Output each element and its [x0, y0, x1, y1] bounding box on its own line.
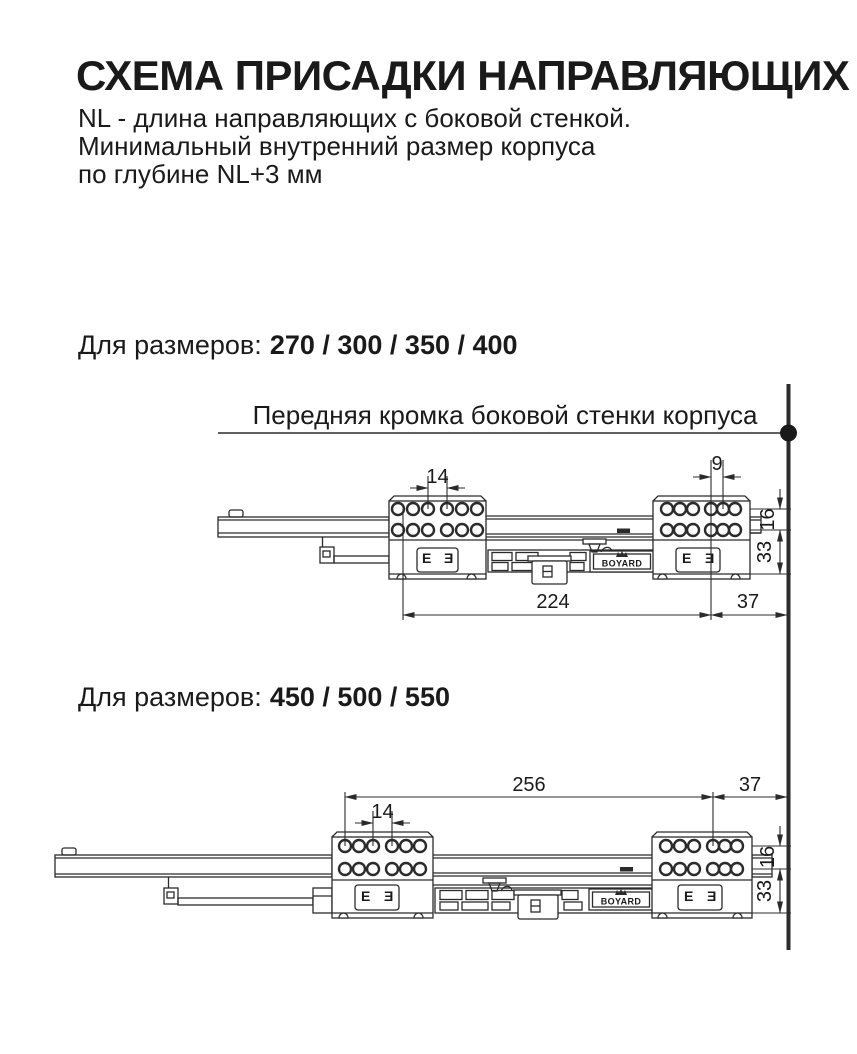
clip-lever-glyph: Е [422, 550, 432, 566]
reference-edge-label: Передняя кромка боковой стенки корпуса [252, 400, 758, 430]
drawer-rail [218, 510, 389, 537]
reference-dot [780, 425, 797, 442]
bracket-foot [339, 913, 348, 918]
dim-33: 33 [754, 540, 776, 564]
diagram-large-sizes [55, 774, 791, 919]
dim-256: 256 [512, 774, 546, 796]
bracket-foot [467, 574, 476, 579]
description-line: Минимальный внутренний размер корпуса [78, 131, 596, 161]
rail-end-hook [229, 510, 243, 517]
latch-box [514, 890, 561, 919]
bracket-foot [414, 913, 423, 918]
section-sizes: 450 / 500 / 550 [269, 682, 450, 712]
clip-lever-glyph: Е [682, 550, 692, 566]
dim-224: 224 [536, 591, 570, 613]
dim-14: 14 [426, 466, 449, 488]
lower-rail [320, 537, 389, 563]
mount-bracket-right [652, 832, 752, 918]
dim-9: 9 [711, 453, 723, 475]
bracket-foot [658, 913, 667, 918]
bracket-foot [733, 913, 742, 918]
section-prefix: Для размеров: [78, 330, 262, 360]
description-line: NL - длина направляющих с боковой стенкой. [78, 103, 631, 133]
dim-16: 16 [757, 845, 779, 869]
mount-bracket-left [332, 832, 433, 918]
drawer-rail [55, 848, 332, 877]
brand-label: BOYARD [601, 558, 643, 569]
bracket-foot [397, 574, 406, 579]
clip-lever-glyph: Ǝ [705, 550, 715, 566]
telescopic-rails [433, 855, 652, 885]
bracket-foot [731, 574, 740, 579]
dim-37: 37 [736, 591, 760, 613]
bracket-foot [658, 574, 667, 579]
lower-rail [164, 877, 332, 913]
dim-16: 16 [757, 508, 779, 531]
dim-33: 33 [754, 879, 776, 903]
brand-plate [590, 551, 654, 572]
dim-14: 14 [371, 801, 394, 823]
rail-end-hook [62, 848, 76, 855]
brand-label: BOYARD [600, 896, 642, 907]
section-prefix: Для размеров: [78, 682, 262, 712]
diagram-small-sizes [218, 453, 791, 620]
clip-lever-glyph: Ǝ [384, 888, 394, 904]
clip-lever-glyph: Ǝ [444, 550, 454, 566]
clip-lever-glyph: Ǝ [707, 888, 717, 904]
dim-37: 37 [738, 774, 762, 796]
telescopic-rails [486, 516, 653, 540]
description-line: по глубине NL+3 мм [78, 159, 323, 189]
latch-box [528, 556, 571, 584]
marker-dash [617, 529, 630, 534]
brand-plate [589, 889, 653, 910]
clip-lever-glyph: Е [361, 888, 371, 904]
clip-lever-glyph: Е [684, 888, 694, 904]
page-title: СХЕМА ПРИСАДКИ НАПРАВЛЯЮЩИХ [76, 52, 850, 99]
mount-bracket-right [653, 496, 750, 579]
section-sizes: 270 / 300 / 350 / 400 [269, 330, 518, 360]
marker-dash [620, 867, 633, 872]
